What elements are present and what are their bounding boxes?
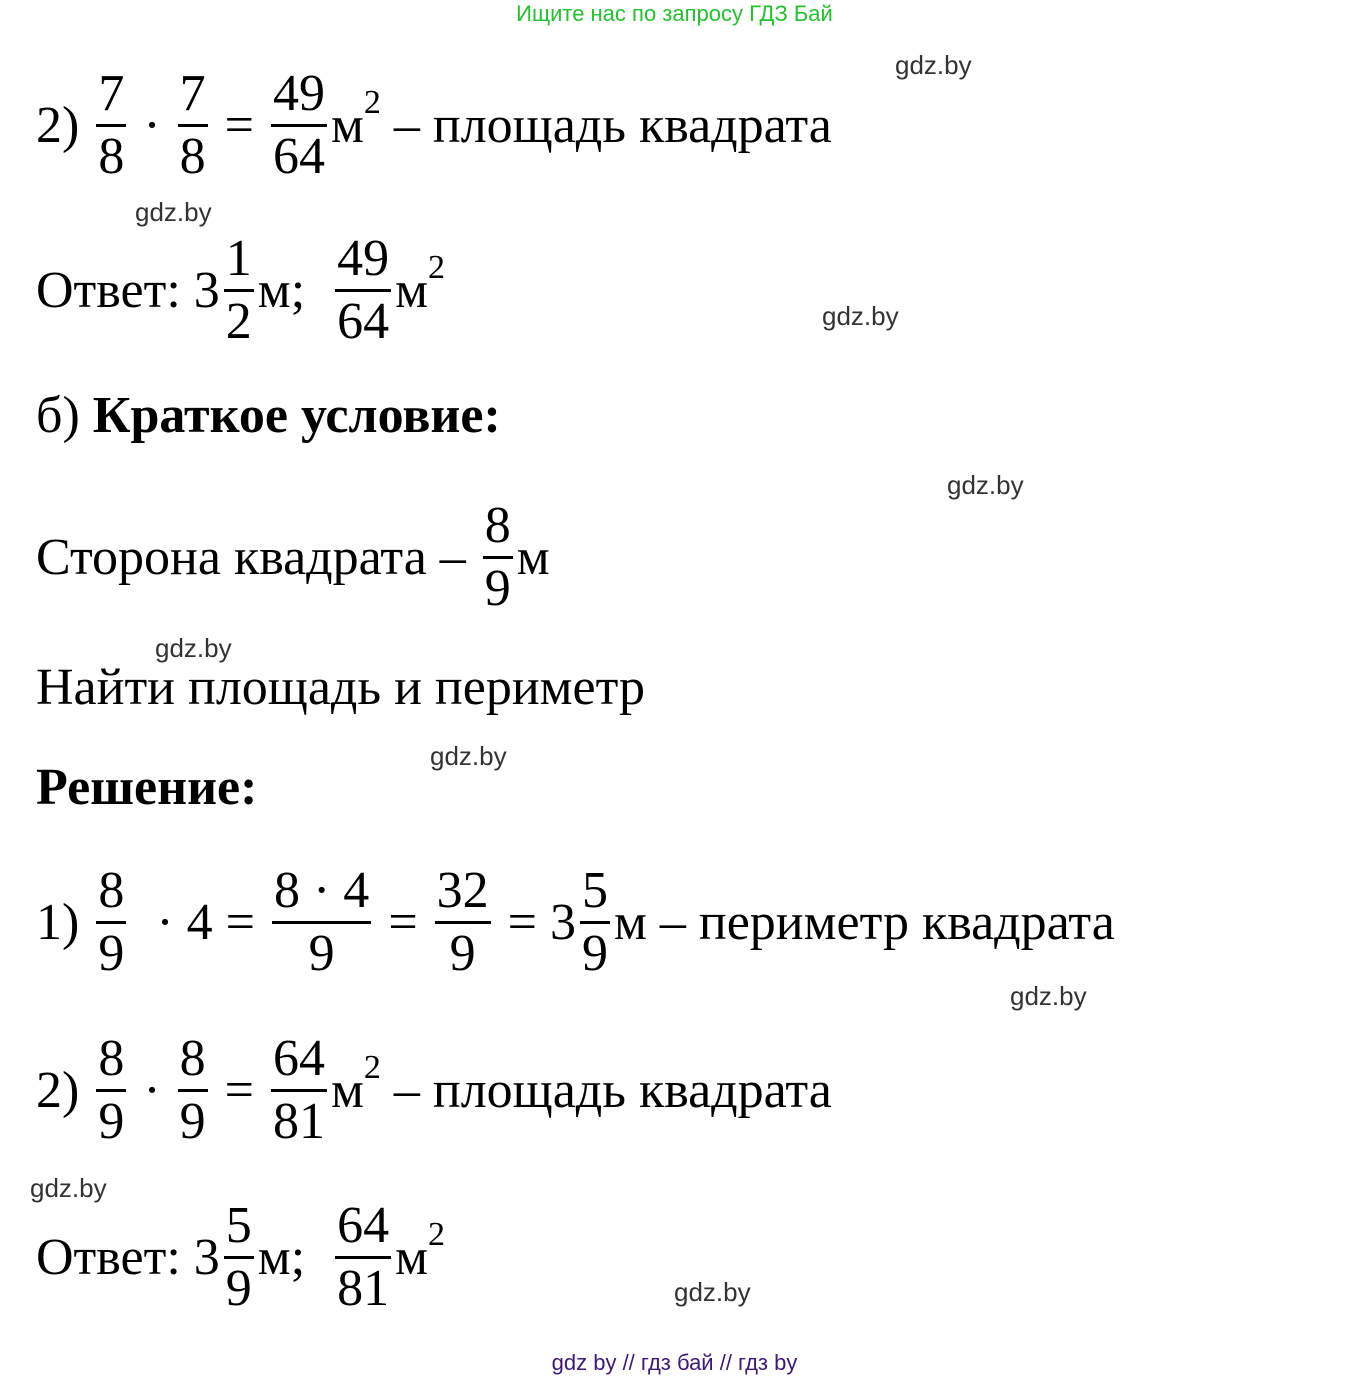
denominator: 8 bbox=[98, 127, 125, 185]
math-line bbox=[36, 345, 501, 485]
fraction bbox=[96, 64, 126, 187]
text: 2) bbox=[36, 1061, 93, 1119]
watermark: gdz.by bbox=[155, 633, 232, 663]
watermark: gdz.by bbox=[947, 470, 1024, 500]
math-line bbox=[36, 1020, 832, 1160]
watermark: gdz.by bbox=[822, 301, 899, 331]
fraction bbox=[335, 1196, 391, 1319]
text: Найти площадь и периметр bbox=[36, 658, 645, 716]
numerator: 49 bbox=[337, 229, 390, 287]
fraction bbox=[435, 861, 491, 984]
numerator: 1 bbox=[225, 229, 252, 287]
text: Ответ: 3 bbox=[36, 261, 220, 319]
search-hint-banner: Ищите нас по запросу ГДЗ Бай bbox=[516, 1, 833, 26]
heading-text: Решение: bbox=[36, 758, 258, 816]
fraction bbox=[335, 229, 391, 352]
superscript: 2 bbox=[428, 1216, 446, 1253]
numerator: 8 bbox=[179, 1029, 206, 1087]
math-line bbox=[36, 1187, 445, 1327]
numerator: 8 bbox=[98, 1029, 125, 1087]
text: б) bbox=[36, 386, 93, 444]
watermark: gdz.by bbox=[135, 197, 212, 227]
denominator: 9 bbox=[581, 924, 608, 982]
text: м bbox=[330, 96, 364, 154]
denominator: 9 bbox=[484, 559, 511, 617]
text: · 4 = bbox=[130, 893, 268, 951]
fraction bbox=[96, 861, 126, 984]
watermark: gdz.by bbox=[895, 50, 972, 80]
denominator: 64 bbox=[337, 292, 390, 350]
text: · bbox=[130, 1061, 174, 1119]
watermark: gdz.by bbox=[430, 741, 507, 771]
text: 1) bbox=[36, 893, 93, 951]
text: м; bbox=[257, 1228, 332, 1286]
fraction bbox=[96, 1029, 126, 1152]
superscript: 2 bbox=[363, 84, 381, 121]
math-line bbox=[36, 55, 832, 195]
fraction bbox=[580, 861, 610, 984]
text: м bbox=[395, 1228, 429, 1286]
denominator: 9 bbox=[179, 1092, 206, 1150]
fraction bbox=[271, 1029, 327, 1152]
text: = bbox=[211, 1061, 267, 1119]
heading-text: Краткое условие: bbox=[92, 386, 501, 444]
text: · bbox=[130, 96, 174, 154]
text: 2) bbox=[36, 96, 93, 154]
superscript: 2 bbox=[428, 249, 446, 286]
fraction bbox=[224, 1196, 254, 1319]
denominator: 81 bbox=[272, 1092, 325, 1150]
denominator: 9 bbox=[449, 924, 476, 982]
numerator: 8 bbox=[484, 496, 511, 554]
fraction bbox=[483, 496, 513, 619]
denominator: 64 bbox=[272, 127, 325, 185]
text: м bbox=[516, 528, 550, 586]
text: – площадь квадрата bbox=[380, 1061, 832, 1119]
fraction bbox=[271, 64, 327, 187]
math-line bbox=[36, 717, 257, 857]
text: = bbox=[375, 893, 431, 951]
fraction bbox=[224, 229, 254, 352]
text: м – периметр квадрата bbox=[613, 893, 1115, 951]
fraction bbox=[272, 861, 371, 984]
denominator: 9 bbox=[225, 1259, 252, 1317]
text: м bbox=[330, 1061, 364, 1119]
superscript: 2 bbox=[363, 1049, 381, 1086]
math-line bbox=[36, 487, 550, 627]
text: Сторона квадрата – bbox=[36, 528, 479, 586]
fraction bbox=[178, 1029, 208, 1152]
text: м; bbox=[257, 261, 332, 319]
footer-links: gdz by // гдз бай // гдз by bbox=[551, 1350, 798, 1375]
numerator: 7 bbox=[98, 64, 125, 122]
numerator: 64 bbox=[272, 1029, 325, 1087]
numerator: 64 bbox=[337, 1196, 390, 1254]
fraction bbox=[178, 64, 208, 187]
watermark: gdz.by bbox=[674, 1277, 751, 1307]
watermark: gdz.by bbox=[30, 1173, 107, 1203]
numerator: 5 bbox=[225, 1196, 252, 1254]
text: = 3 bbox=[494, 893, 576, 951]
watermark: gdz.by bbox=[1010, 981, 1087, 1011]
math-line bbox=[36, 852, 1115, 992]
denominator: 2 bbox=[225, 292, 252, 350]
numerator: 49 bbox=[272, 64, 325, 122]
text: Ответ: 3 bbox=[36, 1228, 220, 1286]
numerator: 32 bbox=[436, 861, 489, 919]
numerator: 5 bbox=[581, 861, 608, 919]
denominator: 81 bbox=[337, 1259, 390, 1317]
denominator: 9 bbox=[98, 1092, 125, 1150]
math-line bbox=[36, 220, 445, 360]
denominator: 9 bbox=[98, 924, 125, 982]
text: = bbox=[211, 96, 267, 154]
numerator: 7 bbox=[179, 64, 206, 122]
text: – площадь квадрата bbox=[380, 96, 832, 154]
numerator: 8 bbox=[98, 861, 125, 919]
denominator: 8 bbox=[179, 127, 206, 185]
denominator: 9 bbox=[308, 924, 335, 982]
text: м bbox=[395, 261, 429, 319]
numerator: 8 · 4 bbox=[273, 861, 370, 919]
